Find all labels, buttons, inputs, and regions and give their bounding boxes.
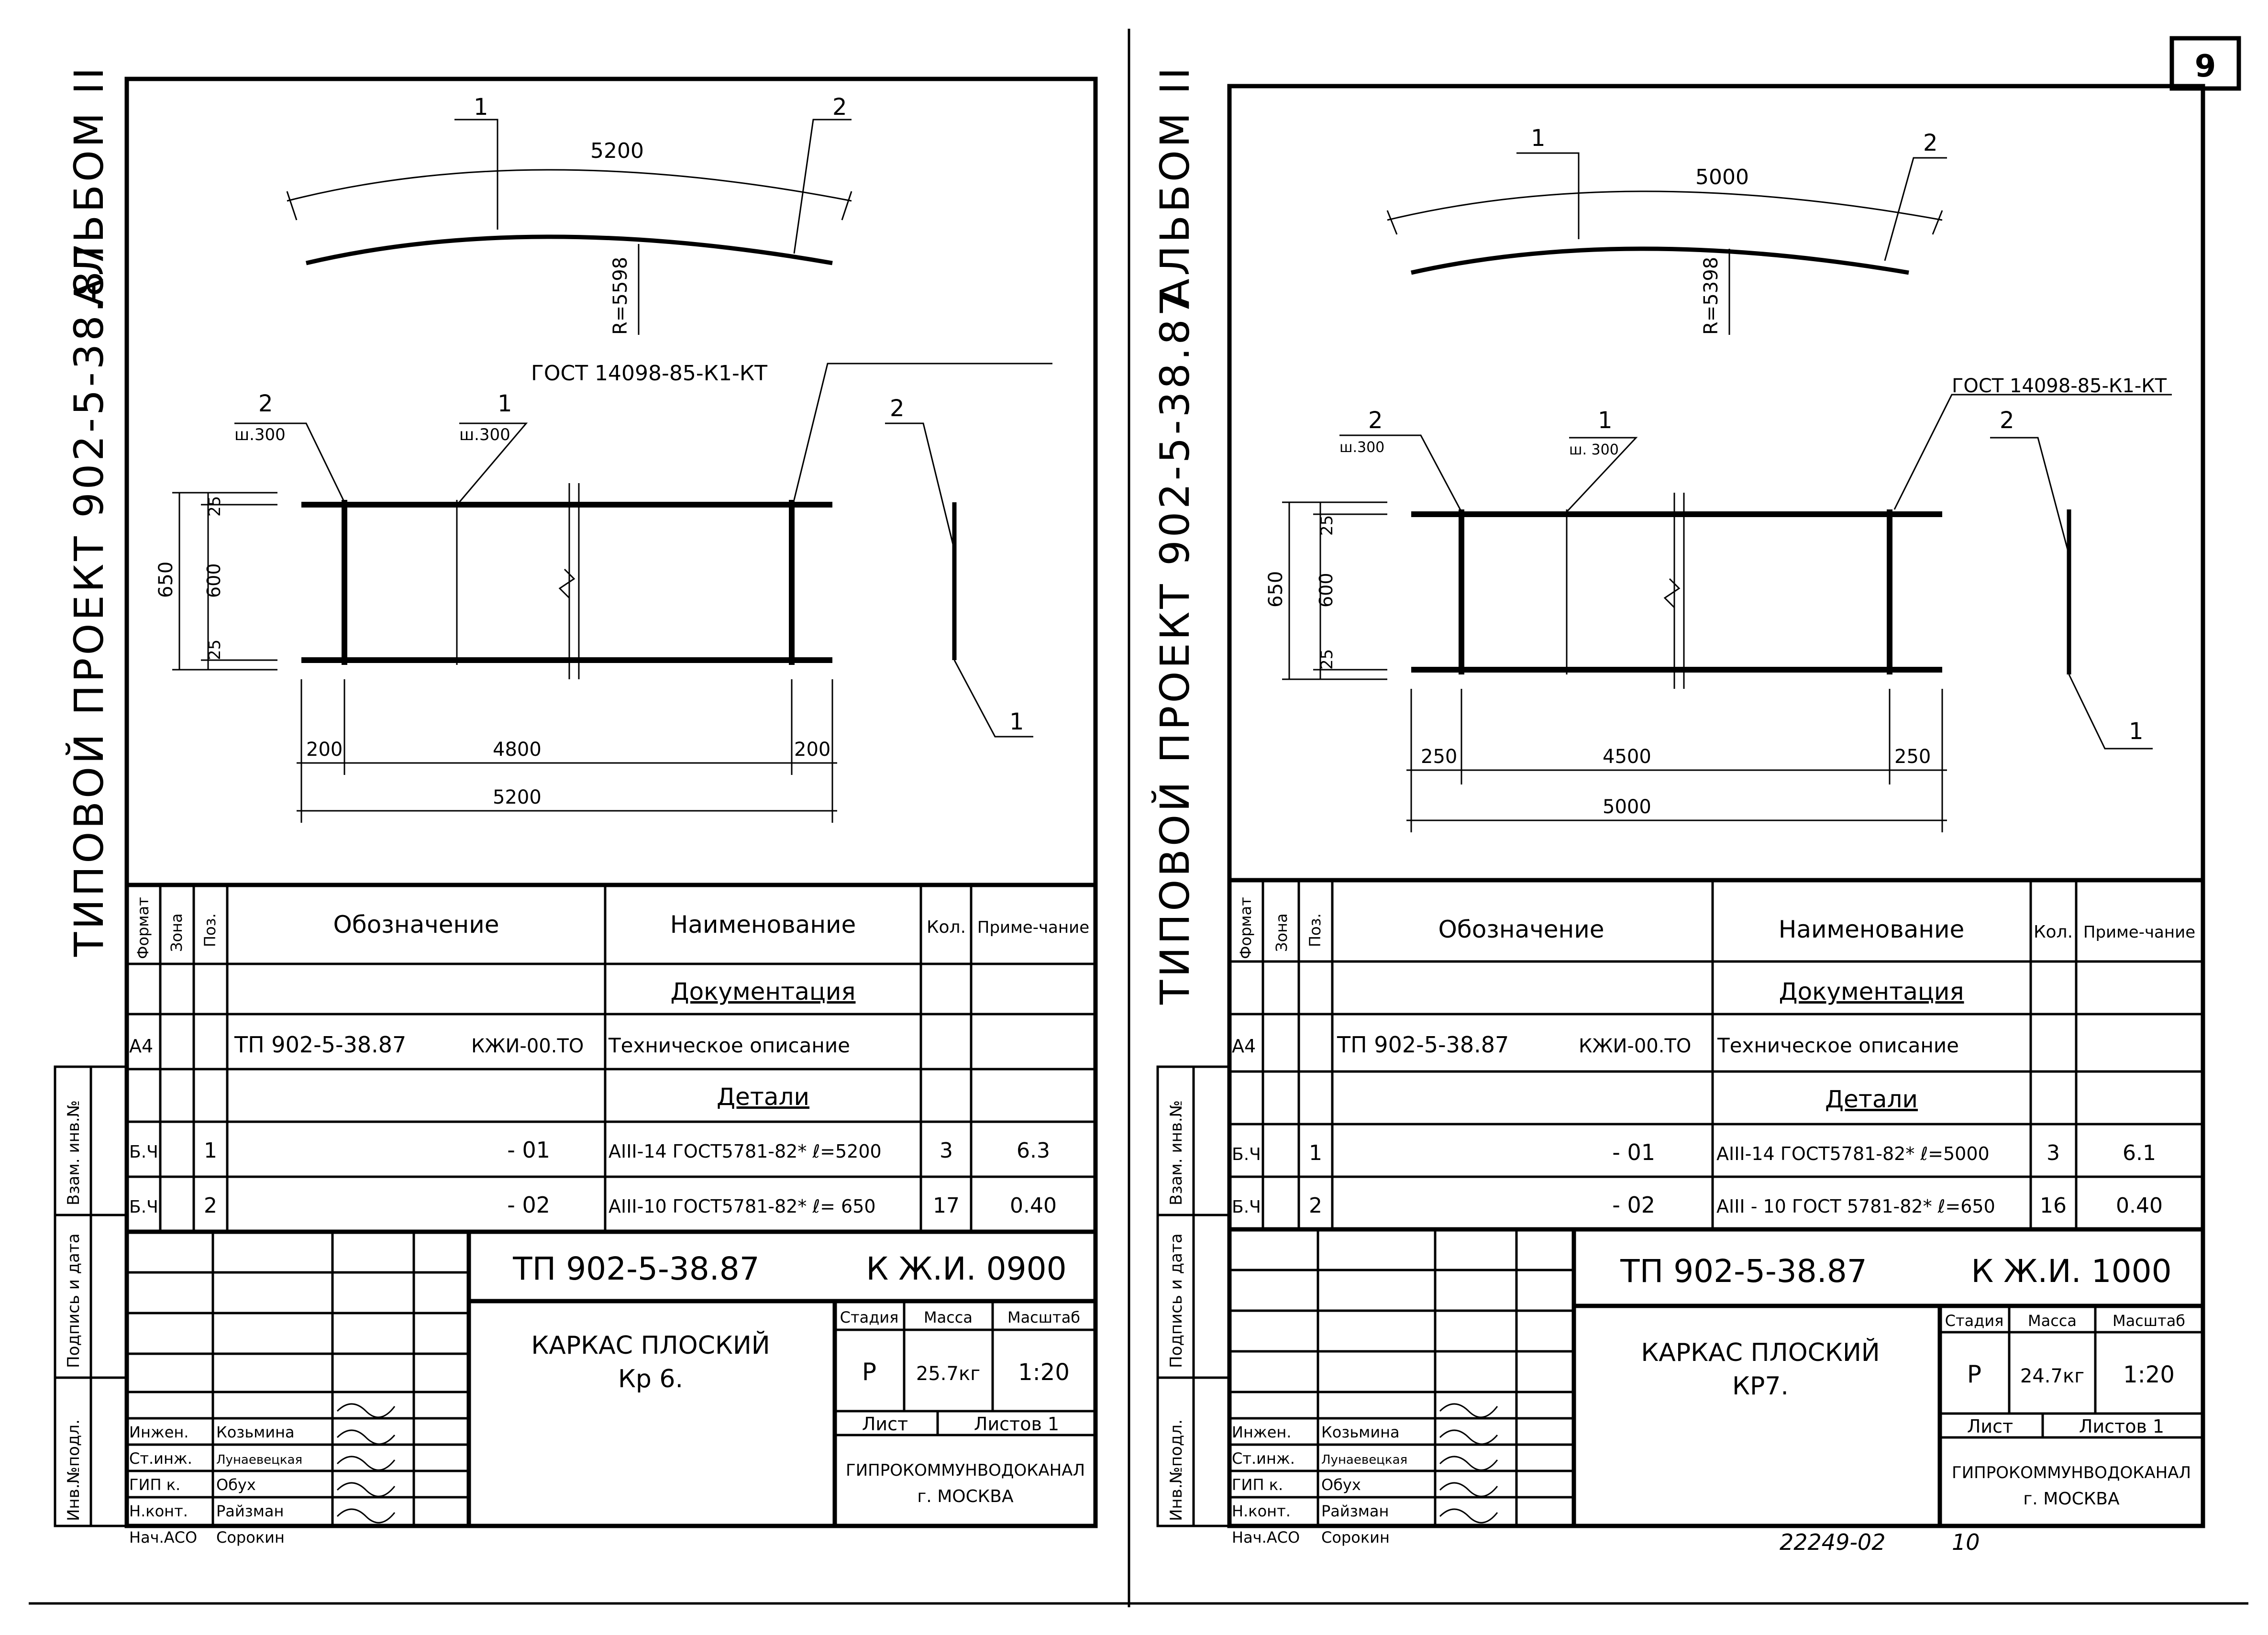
row2-format: Б.Ч bbox=[129, 1197, 158, 1217]
role-2: ГИП к. bbox=[1232, 1476, 1283, 1494]
frame-step-2: ш.300 bbox=[1339, 439, 1385, 456]
name-2: Обух bbox=[216, 1476, 256, 1494]
dim-top-cover: 25 bbox=[1317, 515, 1337, 536]
tb-org-line1: ГИПРОКОММУНВОДОКАНАЛ bbox=[845, 1461, 1085, 1480]
row1-format: Б.Ч bbox=[129, 1142, 158, 1162]
row2-qty: 16 bbox=[2040, 1193, 2067, 1218]
name-2: Обух bbox=[1321, 1476, 1361, 1494]
row1-note: 6.1 bbox=[2123, 1141, 2156, 1165]
section-details: Детали bbox=[716, 1083, 810, 1111]
dim-top-cover: 25 bbox=[205, 496, 224, 517]
row2-designation: - 02 bbox=[507, 1192, 550, 1218]
dim-total-height: 650 bbox=[1265, 571, 1287, 608]
side-pos-1: 1 bbox=[1009, 708, 1024, 735]
section-docs: Документация bbox=[1779, 978, 1964, 1005]
tb-object-line2: Кр 6. bbox=[618, 1365, 684, 1393]
th-qty: Кол. bbox=[2033, 922, 2073, 942]
doc-code: КЖИ-00.ТО bbox=[471, 1035, 584, 1057]
name-3: Райзман bbox=[1321, 1502, 1389, 1520]
signatures bbox=[1440, 1404, 1497, 1523]
role-2: ГИП к. bbox=[129, 1476, 181, 1494]
arc-leader-2 bbox=[1885, 158, 1947, 261]
row2-name: АIII - 10 ГОСТ 5781-82* ℓ=650 bbox=[1716, 1196, 1995, 1217]
th-format: Формат bbox=[134, 897, 152, 959]
frame-pos-2: 2 bbox=[258, 390, 273, 417]
side-album-title: АЛЬБОМ II bbox=[66, 65, 112, 306]
dim-bottom-cover: 25 bbox=[1317, 649, 1337, 670]
tb-org-line1: ГИПРОКОММУНВОДОКАНАЛ bbox=[1951, 1463, 2191, 1482]
tb-sheet-label: Лист bbox=[1967, 1416, 2014, 1437]
dim-mid-height: 600 bbox=[1316, 573, 1337, 608]
side-stamp-inv: Инв.№подл. bbox=[64, 1419, 83, 1521]
arc-marker-1: 1 bbox=[474, 94, 488, 121]
arc-leader-1 bbox=[1516, 153, 1579, 239]
arc-radius-label: R=5598 bbox=[609, 256, 631, 335]
spec-table bbox=[127, 885, 1095, 1232]
th-zone: Зона bbox=[167, 913, 186, 952]
dim-left-offset: 250 bbox=[1421, 746, 1458, 768]
row1-qty: 3 bbox=[2047, 1141, 2060, 1165]
arc-marker-2: 2 bbox=[832, 94, 847, 121]
role-3: Н.конт. bbox=[1232, 1502, 1291, 1520]
frame-pos-2: 2 bbox=[1368, 407, 1383, 434]
tb-stage: Р bbox=[862, 1358, 877, 1386]
side-stamp-inv: Инв.№подл. bbox=[1167, 1419, 1186, 1521]
side-album-title: АЛЬБОМ II bbox=[1151, 65, 1198, 306]
arc-leader-2 bbox=[794, 120, 852, 254]
name-0: Козьмина bbox=[216, 1423, 295, 1441]
arc-bar bbox=[1411, 249, 1909, 273]
arc-length-label: 5000 bbox=[1695, 165, 1749, 189]
tb-mark: К Ж.И. 0900 bbox=[866, 1250, 1067, 1287]
name-0: Козьмина bbox=[1321, 1423, 1400, 1441]
dim-right-offset: 250 bbox=[1894, 746, 1931, 768]
th-note: Приме-чание bbox=[977, 918, 1090, 937]
tb-sheet-label: Лист bbox=[862, 1414, 908, 1435]
tb-mass-label: Масса bbox=[923, 1308, 973, 1326]
role-0: Инжен. bbox=[1232, 1423, 1292, 1441]
frame-step-1: ш. 300 bbox=[1569, 442, 1619, 458]
row2-pos: 2 bbox=[204, 1193, 217, 1218]
role-3: Н.конт. bbox=[129, 1502, 188, 1520]
doc-format: А4 bbox=[129, 1036, 154, 1057]
th-pos: Поз. bbox=[201, 913, 219, 947]
doc-designation: ТП 902-5-38.87 bbox=[1337, 1032, 1509, 1058]
dim-center-span: 4800 bbox=[493, 739, 542, 761]
page-number: 9 bbox=[2194, 49, 2216, 84]
tb-scale-label: Масштаб bbox=[1007, 1308, 1081, 1326]
th-designation: Обозначение bbox=[1438, 916, 1604, 943]
row2-note: 0.40 bbox=[2116, 1193, 2163, 1218]
arc-radius-label: R=5398 bbox=[1700, 256, 1722, 335]
tb-scale-label: Масштаб bbox=[2112, 1312, 2186, 1330]
th-name: Наименование bbox=[670, 911, 856, 939]
tb-stage-label: Стадия bbox=[840, 1308, 899, 1326]
row2-format: Б.Ч bbox=[1232, 1197, 1261, 1217]
frame-step-1: ш.300 bbox=[459, 425, 510, 444]
tb-object-line1: КАРКАС ПЛОСКИЙ bbox=[1641, 1338, 1880, 1367]
arc-dimension bbox=[287, 170, 852, 201]
arc-marker-2: 2 bbox=[1923, 130, 1938, 156]
dim-right-offset: 200 bbox=[794, 739, 831, 761]
signatures bbox=[337, 1404, 395, 1523]
th-format: Формат bbox=[1237, 897, 1255, 959]
role-1: Ст.инж. bbox=[1232, 1449, 1295, 1468]
row2-name: АIII-10 ГОСТ5781-82* ℓ= 650 bbox=[608, 1196, 876, 1217]
row2-pos: 2 bbox=[1309, 1193, 1322, 1218]
tb-mass: 25.7кг bbox=[916, 1363, 981, 1385]
side-project-title: ТИПОВОЙ ПРОЕКТ 902-5-38.87 bbox=[1151, 287, 1198, 1005]
side-project-title: ТИПОВОЙ ПРОЕКТ 902-5-38.87 bbox=[66, 240, 112, 957]
dim-total-height: 650 bbox=[155, 561, 177, 598]
tb-scale: 1:20 bbox=[1018, 1359, 1070, 1386]
th-zone: Зона bbox=[1272, 913, 1291, 952]
role-0: Инжен. bbox=[129, 1423, 189, 1441]
role-1: Ст.инж. bbox=[129, 1449, 192, 1468]
th-designation: Обозначение bbox=[333, 911, 499, 939]
row1-format: Б.Ч bbox=[1232, 1145, 1261, 1164]
frame-pos-1: 1 bbox=[1598, 407, 1613, 434]
tb-stage-label: Стадия bbox=[1945, 1312, 2004, 1330]
side-stamp-podpis: Подпись и дата bbox=[64, 1233, 83, 1368]
bottom-code: 22249-02 bbox=[1780, 1529, 1886, 1555]
tb-scale: 1:20 bbox=[2123, 1361, 2175, 1388]
gost-note: ГОСТ 14098-85-К1-КТ bbox=[1952, 375, 2167, 397]
dim-mid-height: 600 bbox=[203, 563, 224, 598]
doc-name: Техническое описание bbox=[1717, 1034, 1959, 1057]
row2-designation: - 02 bbox=[1612, 1192, 1655, 1218]
doc-name: Техническое описание bbox=[608, 1034, 850, 1057]
side-stamp-podpis: Подпись и дата bbox=[1167, 1233, 1186, 1368]
name-4: Сорокин bbox=[216, 1528, 285, 1547]
arc-dimension bbox=[1387, 191, 1942, 220]
sheet-right bbox=[1151, 65, 2203, 1547]
gost-note: ГОСТ 14098-85-К1-КТ bbox=[531, 361, 767, 386]
th-qty: Кол. bbox=[926, 917, 966, 937]
name-1: Лунаевецкая bbox=[1321, 1453, 1408, 1467]
tb-code: ТП 902-5-38.87 bbox=[513, 1250, 760, 1287]
title-block bbox=[127, 1232, 1095, 1547]
dim-total-length: 5200 bbox=[493, 786, 542, 808]
name-3: Райзман bbox=[216, 1502, 284, 1520]
bottom-number: 10 bbox=[1952, 1529, 1980, 1555]
tb-stage: Р bbox=[1967, 1360, 1982, 1388]
arc-marker-1: 1 bbox=[1531, 125, 1546, 152]
row1-pos: 1 bbox=[204, 1138, 217, 1163]
dim-left-offset: 200 bbox=[306, 739, 343, 761]
tb-code: ТП 902-5-38.87 bbox=[1620, 1253, 1867, 1290]
tb-object-line1: КАРКАС ПЛОСКИЙ bbox=[531, 1331, 770, 1360]
row1-designation: - 01 bbox=[507, 1137, 550, 1163]
doc-designation: ТП 902-5-38.87 bbox=[234, 1032, 407, 1058]
row1-qty: 3 bbox=[940, 1138, 953, 1163]
side-pos-2: 2 bbox=[890, 395, 905, 422]
spec-table bbox=[1229, 880, 2203, 1229]
sheet-left bbox=[55, 65, 1095, 1547]
frame-step-2: ш.300 bbox=[234, 425, 286, 444]
name-1: Лунаевецкая bbox=[216, 1453, 303, 1467]
role-4: Нач.АСО bbox=[1232, 1528, 1300, 1547]
side-stamp-vzam: Взам. инв.№ bbox=[1167, 1100, 1186, 1205]
section-details: Детали bbox=[1825, 1085, 1918, 1113]
dim-center-span: 4500 bbox=[1603, 746, 1651, 768]
row1-note: 6.3 bbox=[1017, 1138, 1050, 1163]
tb-mark: К Ж.И. 1000 bbox=[1971, 1253, 2172, 1290]
tb-sheets-label: Листов 1 bbox=[2079, 1416, 2165, 1437]
dim-total-length: 5000 bbox=[1603, 796, 1651, 818]
tb-object-line2: КР7. bbox=[1732, 1372, 1789, 1401]
name-4: Сорокин bbox=[1321, 1528, 1390, 1547]
tb-org-line2: г. МОСКВА bbox=[2023, 1489, 2120, 1509]
row2-note: 0.40 bbox=[1010, 1193, 1057, 1218]
title-block bbox=[1229, 1229, 2203, 1547]
row2-qty: 17 bbox=[933, 1193, 960, 1218]
side-pos-1: 1 bbox=[2129, 718, 2144, 745]
role-4: Нач.АСО bbox=[129, 1528, 198, 1547]
arc-bar bbox=[306, 237, 832, 263]
row1-name: АIII-14 ГОСТ5781-82* ℓ=5200 bbox=[608, 1141, 882, 1162]
row1-designation: - 01 bbox=[1612, 1139, 1655, 1165]
tb-mass-label: Масса bbox=[2027, 1312, 2077, 1330]
th-note: Приме-чание bbox=[2083, 923, 2196, 942]
frame-pos-1: 1 bbox=[498, 390, 512, 417]
side-pos-2: 2 bbox=[2000, 407, 2014, 434]
tb-org-line2: г. МОСКВА bbox=[917, 1487, 1014, 1506]
side-stamp-vzam: Взам. инв.№ bbox=[64, 1100, 83, 1205]
arc-leader-1 bbox=[454, 120, 498, 230]
th-pos: Поз. bbox=[1306, 913, 1324, 947]
th-name: Наименование bbox=[1778, 916, 1965, 943]
arc-length-label: 5200 bbox=[590, 139, 644, 163]
doc-format: А4 bbox=[1232, 1036, 1256, 1057]
row1-name: АIII-14 ГОСТ5781-82* ℓ=5000 bbox=[1716, 1143, 1990, 1164]
row1-pos: 1 bbox=[1309, 1141, 1322, 1165]
tb-sheets-label: Листов 1 bbox=[974, 1414, 1060, 1435]
dim-bottom-cover: 25 bbox=[205, 639, 224, 660]
doc-code: КЖИ-00.ТО bbox=[1579, 1035, 1692, 1057]
section-docs: Документация bbox=[670, 978, 856, 1005]
tb-mass: 24.7кг bbox=[2020, 1365, 2085, 1387]
